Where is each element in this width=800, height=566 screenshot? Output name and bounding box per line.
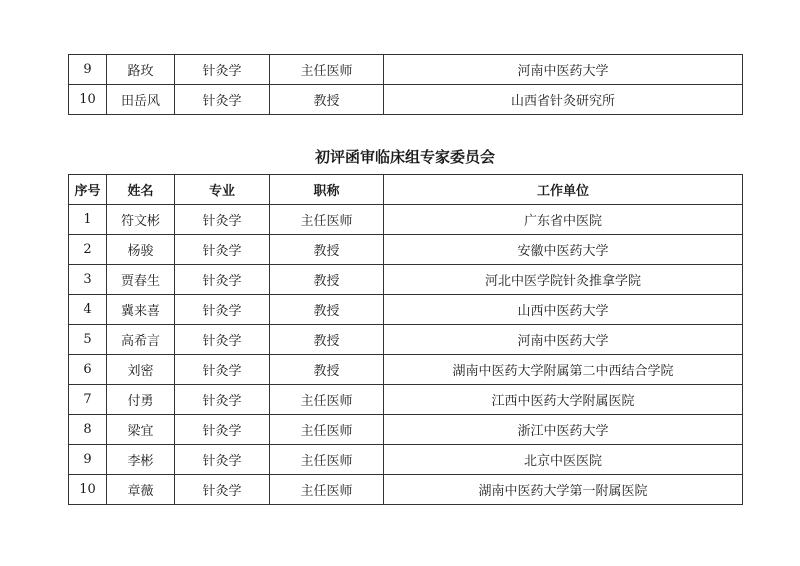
table-row <box>69 385 743 415</box>
cell-title: 主任医师 <box>270 385 384 415</box>
cell-specialty: 针灸学 <box>175 355 270 385</box>
table-row <box>69 205 743 235</box>
cell-title: 主任医师 <box>270 415 384 445</box>
cell-unit: 广东省中医院 <box>384 205 743 235</box>
cell-title: 教授 <box>270 265 384 295</box>
table-row <box>69 295 743 325</box>
header-specialty: 专业 <box>175 175 270 205</box>
cell-specialty: 针灸学 <box>175 445 270 475</box>
cell-no: 10 <box>69 85 107 115</box>
table-row <box>69 265 743 295</box>
cell-no: 1 <box>69 205 107 235</box>
cell-title: 主任医师 <box>270 55 384 85</box>
header-name: 姓名 <box>107 175 175 205</box>
cell-title: 主任医师 <box>270 445 384 475</box>
cell-unit: 江西中医药大学附属医院 <box>384 385 743 415</box>
table-row <box>69 415 743 445</box>
table-row <box>69 325 743 355</box>
cell-title: 教授 <box>270 85 384 115</box>
cell-unit: 浙江中医药大学 <box>384 415 743 445</box>
cell-specialty: 针灸学 <box>175 55 270 85</box>
cell-unit: 湖南中医药大学第一附属医院 <box>384 475 743 505</box>
cell-specialty: 针灸学 <box>175 325 270 355</box>
cell-name: 章薇 <box>107 475 175 505</box>
cell-specialty: 针灸学 <box>175 415 270 445</box>
header-no: 序号 <box>69 175 107 205</box>
cell-name: 梁宜 <box>107 415 175 445</box>
cell-name: 刘密 <box>107 355 175 385</box>
header-row <box>69 175 743 205</box>
cell-name: 杨骏 <box>107 235 175 265</box>
cell-no: 6 <box>69 355 107 385</box>
table-row <box>69 85 743 115</box>
section-title: 初评函审临床组专家委员会 <box>314 148 495 166</box>
cell-title: 教授 <box>270 235 384 265</box>
cell-name: 符文彬 <box>107 205 175 235</box>
cell-no: 3 <box>69 265 107 295</box>
cell-unit: 山西中医药大学 <box>384 295 743 325</box>
cell-specialty: 针灸学 <box>175 385 270 415</box>
expert-committee-table <box>68 174 743 505</box>
cell-no: 9 <box>69 55 107 85</box>
cell-specialty: 针灸学 <box>175 295 270 325</box>
cell-name: 贾春生 <box>107 265 175 295</box>
cell-specialty: 针灸学 <box>175 205 270 235</box>
cell-no: 2 <box>69 235 107 265</box>
cell-specialty: 针灸学 <box>175 85 270 115</box>
cell-specialty: 针灸学 <box>175 475 270 505</box>
cell-unit: 湖南中医药大学附属第二中西结合学院 <box>384 355 743 385</box>
cell-unit: 北京中医医院 <box>384 445 743 475</box>
top-continuation-table <box>68 54 743 115</box>
cell-name: 付勇 <box>107 385 175 415</box>
cell-unit: 安徽中医药大学 <box>384 235 743 265</box>
cell-name: 高希言 <box>107 325 175 355</box>
cell-no: 9 <box>69 445 107 475</box>
cell-name: 路玫 <box>107 55 175 85</box>
cell-unit: 河南中医药大学 <box>384 325 743 355</box>
table-row <box>69 445 743 475</box>
cell-unit: 山西省针灸研究所 <box>384 85 743 115</box>
cell-no: 8 <box>69 415 107 445</box>
table-row <box>69 475 743 505</box>
cell-no: 7 <box>69 385 107 415</box>
cell-title: 主任医师 <box>270 205 384 235</box>
table-row <box>69 235 743 265</box>
cell-specialty: 针灸学 <box>175 235 270 265</box>
cell-no: 4 <box>69 295 107 325</box>
header-unit: 工作单位 <box>384 175 743 205</box>
table-row <box>69 355 743 385</box>
header-title: 职称 <box>270 175 384 205</box>
cell-no: 5 <box>69 325 107 355</box>
cell-unit: 河北中医学院针灸推拿学院 <box>384 265 743 295</box>
cell-name: 田岳风 <box>107 85 175 115</box>
cell-name: 冀来喜 <box>107 295 175 325</box>
cell-title: 教授 <box>270 355 384 385</box>
cell-title: 教授 <box>270 325 384 355</box>
cell-name: 李彬 <box>107 445 175 475</box>
table-row <box>69 55 743 85</box>
cell-unit: 河南中医药大学 <box>384 55 743 85</box>
cell-no: 10 <box>69 475 107 505</box>
cell-specialty: 针灸学 <box>175 265 270 295</box>
cell-title: 教授 <box>270 295 384 325</box>
cell-title: 主任医师 <box>270 475 384 505</box>
